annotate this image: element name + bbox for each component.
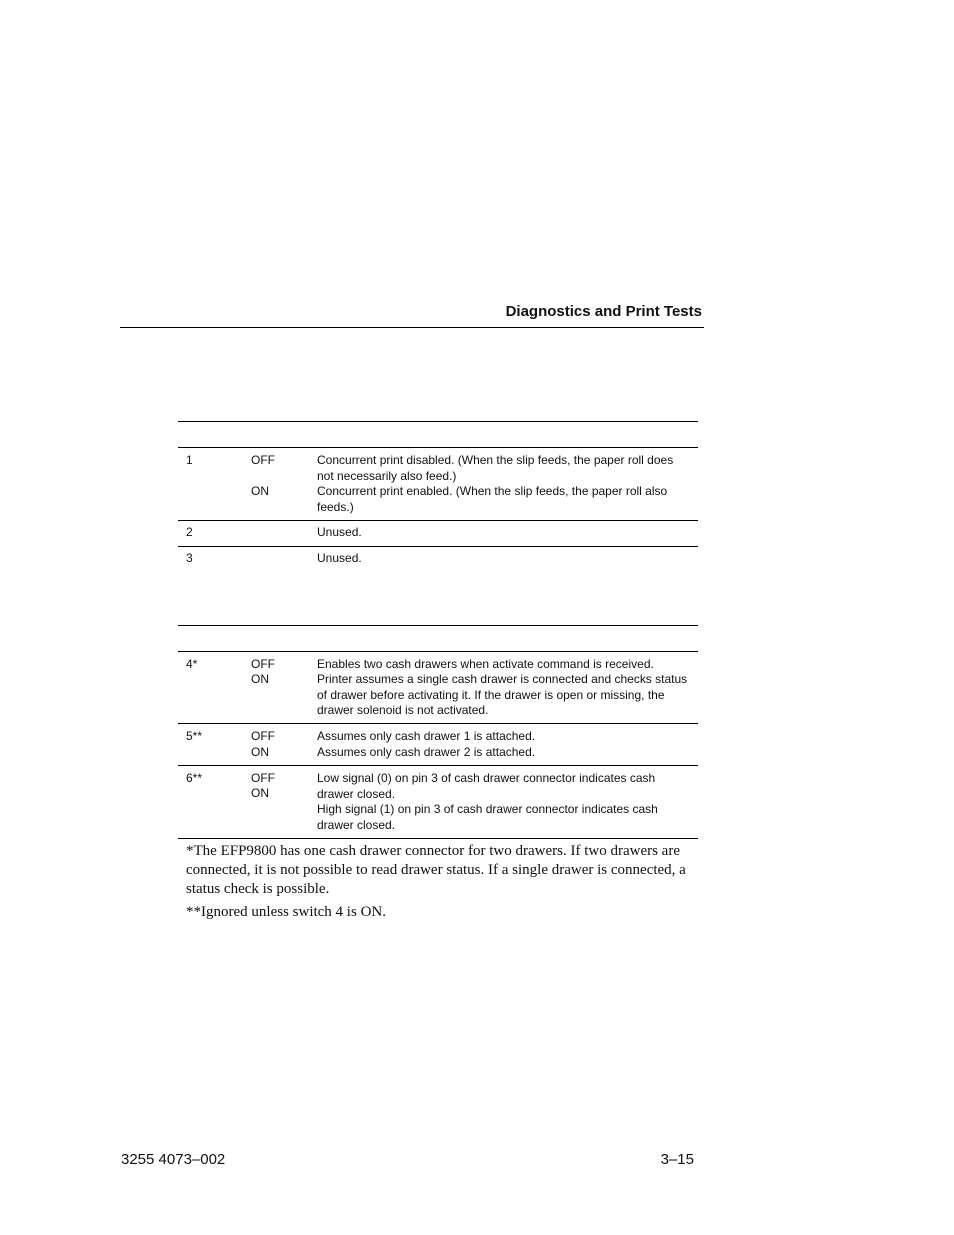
- switch-description: Printer assumes a single cash drawer is connected and checks status of drawer before activating it. If the drawer is open or missing, the drawer solenoid is not activated.: [317, 672, 688, 717]
- table1-header-rule: [178, 447, 698, 448]
- switch-state-off: OFF: [251, 729, 275, 743]
- switch-description: High signal (1) on pin 3 of cash drawer connector indicates cash drawer closed.: [317, 802, 658, 832]
- switch-description: Enables two cash drawers when activate command is received.: [317, 657, 654, 671]
- footer-page-number: 3–15: [660, 1151, 694, 1168]
- switch-description: Assumes only cash drawer 1 is attached.: [317, 729, 536, 743]
- switch-state-on: ON: [251, 484, 269, 498]
- table2-bottom-rule: [178, 838, 698, 839]
- switch-description: Low signal (0) on pin 3 of cash drawer connector indicates cash drawer closed.: [317, 771, 656, 801]
- page-header-title: Diagnostics and Print Tests: [505, 303, 702, 320]
- switch-state-off: OFF: [251, 771, 275, 785]
- switch-state-on: ON: [251, 672, 269, 686]
- table2-top-rule: [178, 625, 698, 626]
- switch-description: Concurrent print enabled. (When the slip feeds, the paper roll also feeds.): [317, 484, 668, 514]
- header-rule: [120, 327, 704, 328]
- switch-state-off: OFF: [251, 657, 275, 671]
- table-footnote: **Ignored unless switch 4 is ON.: [186, 904, 386, 920]
- switch-number: 5**: [186, 729, 203, 743]
- switch-state-off: OFF: [251, 453, 275, 467]
- switch-number: 3: [186, 551, 193, 565]
- table-footnote: *The EFP9800 has one cash drawer connector for two drawers. If two drawers are connected, it is not possible to read drawer status. If a single drawer is connected, a status check is possible.: [186, 843, 686, 897]
- switch-number: 4*: [186, 657, 198, 671]
- switch-number: 1: [186, 453, 193, 467]
- switch-description: Unused.: [317, 525, 362, 539]
- row-divider: [178, 723, 698, 724]
- switch-description: Unused.: [317, 551, 362, 565]
- switch-number: 6**: [186, 771, 203, 785]
- table1-top-rule: [178, 421, 698, 422]
- row-divider: [178, 520, 698, 521]
- row-divider: [178, 546, 698, 547]
- switch-state-on: ON: [251, 745, 269, 759]
- switch-description: Concurrent print disabled. (When the slip feeds, the paper roll does not necessarily also feed.): [317, 453, 674, 483]
- switch-state-on: ON: [251, 786, 269, 800]
- footer-doc-number: 3255 4073–002: [121, 1151, 226, 1168]
- row-divider: [178, 765, 698, 766]
- switch-number: 2: [186, 525, 193, 539]
- table2-header-rule: [178, 651, 698, 652]
- switch-description: Assumes only cash drawer 2 is attached.: [317, 745, 536, 759]
